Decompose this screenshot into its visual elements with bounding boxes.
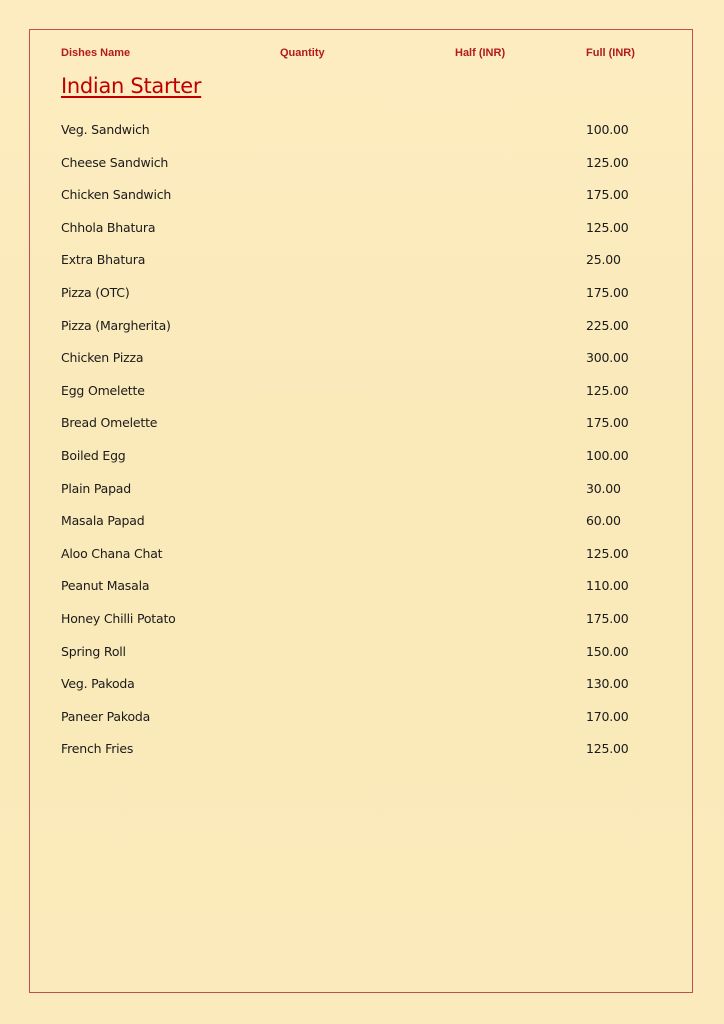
menu-item-full-price: 30.00	[586, 480, 621, 496]
menu-item-row	[0, 609, 724, 642]
menu-item-list	[0, 120, 724, 772]
menu-item-name: Honey Chilli Potato	[61, 610, 176, 626]
menu-item-name: Chicken Sandwich	[61, 187, 172, 203]
menu-item-name: Spring Roll	[61, 643, 126, 659]
menu-item-row	[0, 446, 724, 479]
menu-item-name: Pizza (Margherita)	[61, 317, 171, 333]
header-full-price: Full (INR)	[586, 47, 635, 59]
menu-item-row	[0, 576, 724, 609]
menu-item-row	[0, 511, 724, 544]
menu-item-full-price: 175.00	[586, 284, 629, 300]
menu-item-row	[0, 348, 724, 381]
menu-item-full-price: 125.00	[586, 545, 629, 561]
menu-item-full-price: 125.00	[586, 382, 629, 398]
menu-item-row	[0, 283, 724, 316]
menu-item-row	[0, 153, 724, 186]
menu-item-row	[0, 120, 724, 153]
menu-item-name: Aloo Chana Chat	[61, 545, 163, 561]
menu-item-full-price: 170.00	[586, 708, 629, 724]
menu-item-name: Veg. Sandwich	[61, 122, 150, 137]
menu-item-row	[0, 707, 724, 740]
menu-item-row	[0, 739, 724, 772]
menu-item-full-price: 125.00	[586, 154, 629, 170]
menu-item-full-price: 125.00	[586, 219, 629, 235]
menu-item-row	[0, 544, 724, 577]
menu-item-name: Veg. Pakoda	[61, 676, 135, 692]
menu-item-name: Masala Papad	[61, 513, 145, 529]
menu-item-row	[0, 674, 724, 707]
menu-item-full-price: 125.00	[586, 741, 629, 757]
menu-item-full-price: 300.00	[586, 350, 629, 366]
menu-item-row	[0, 218, 724, 251]
header-half-price: Half (INR)	[455, 47, 506, 59]
menu-item-row	[0, 413, 724, 446]
menu-item-name: Cheese Sandwich	[61, 154, 169, 170]
menu-item-name: Chicken Pizza	[61, 350, 144, 366]
menu-item-name: Bread Omelette	[61, 415, 158, 431]
menu-item-full-price: 175.00	[586, 610, 629, 626]
menu-item-name: Paneer Pakoda	[61, 708, 151, 724]
menu-item-full-price: 100.00	[586, 122, 629, 137]
menu-item-name: Chhola Bhatura	[61, 219, 156, 235]
menu-item-row	[0, 381, 724, 414]
header-quantity: Quantity	[280, 47, 325, 59]
menu-item-full-price: 110.00	[586, 578, 629, 594]
menu-table-header	[0, 47, 724, 63]
menu-item-name: Extra Bhatura	[61, 252, 146, 268]
menu-item-full-price: 150.00	[586, 643, 629, 659]
menu-item-full-price: 225.00	[586, 317, 629, 333]
menu-item-name: Pizza (OTC)	[61, 284, 130, 300]
menu-item-name: Peanut Masala	[61, 578, 150, 594]
menu-item-name: Plain Papad	[61, 480, 132, 496]
menu-item-full-price: 60.00	[586, 513, 621, 529]
menu-item-name: French Fries	[61, 741, 134, 757]
menu-item-row	[0, 316, 724, 349]
menu-item-full-price: 25.00	[586, 252, 621, 268]
menu-item-row	[0, 250, 724, 283]
header-dish-name: Dishes Name	[61, 47, 131, 59]
menu-item-row	[0, 642, 724, 675]
menu-item-name: Boiled Egg	[61, 447, 126, 463]
menu-item-full-price: 175.00	[586, 187, 629, 203]
menu-item-full-price: 100.00	[586, 447, 629, 463]
menu-item-row	[0, 185, 724, 218]
menu-item-name: Egg Omelette	[61, 382, 145, 398]
section-title-indian-starter: Indian Starter	[61, 74, 202, 98]
menu-item-row	[0, 479, 724, 512]
menu-item-full-price: 175.00	[586, 415, 629, 431]
menu-item-full-price: 130.00	[586, 676, 629, 692]
